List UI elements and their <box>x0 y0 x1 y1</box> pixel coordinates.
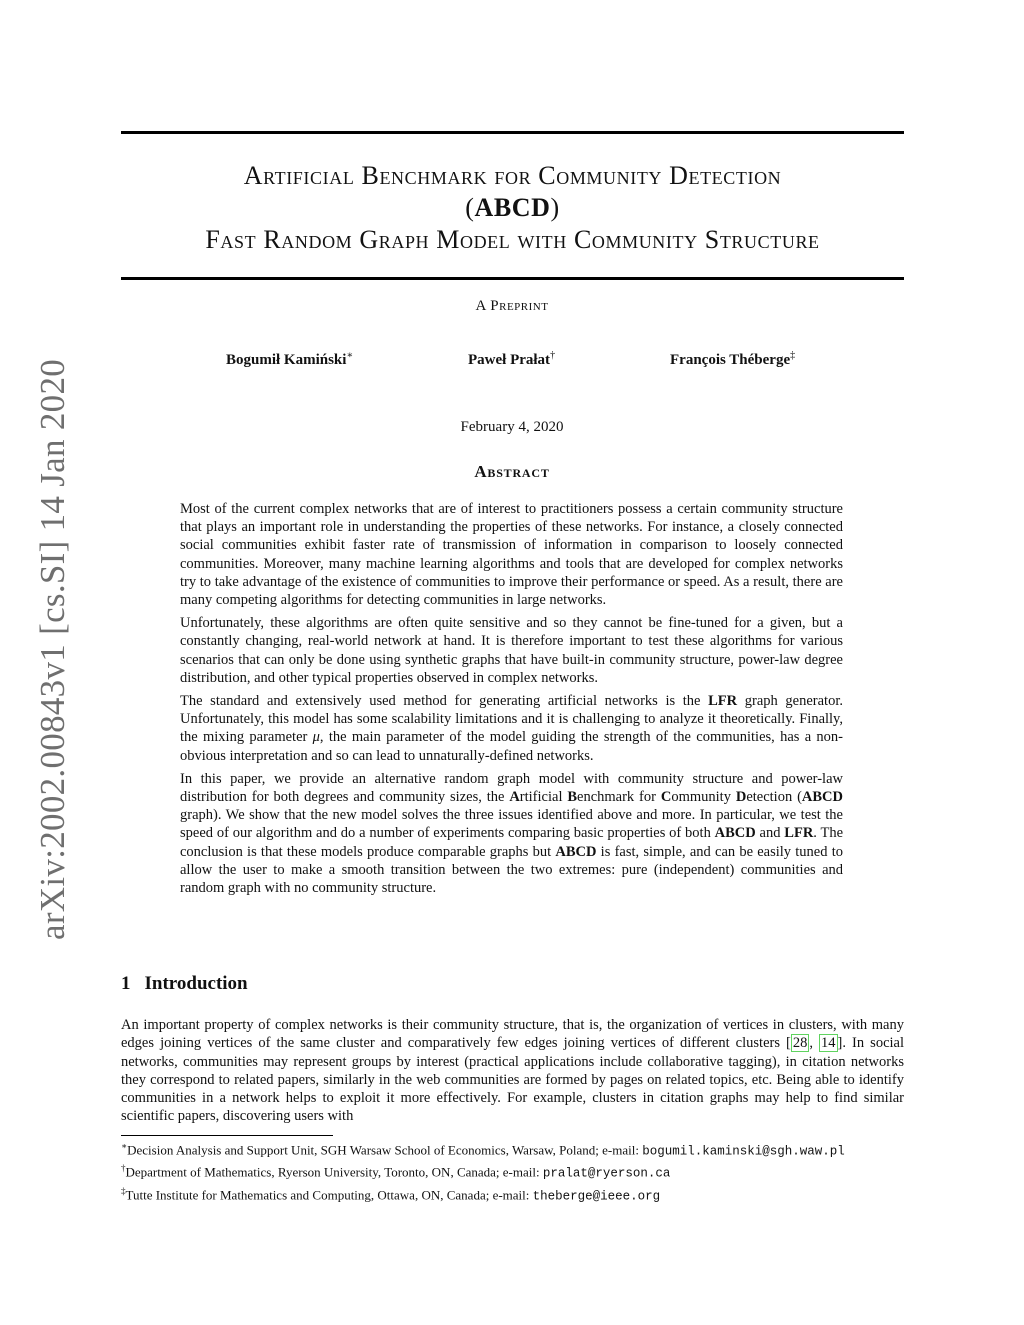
mu-symbol: μ <box>312 729 320 746</box>
email-link[interactable]: theberge@ieee.org <box>532 1188 661 1203</box>
citation-link-28[interactable]: 28 <box>792 1035 808 1052</box>
footnote-text: Decision Analysis and Support Unit, SGH Warsaw School of Economics, Warsaw, Poland; e-mail: <box>127 1142 643 1158</box>
abstract-paragraph-4 <box>180 770 843 897</box>
footnote-text: Department of Mathematics, Ryerson University, Toronto, ON, Canada; e-mail: <box>125 1164 543 1180</box>
footnote-mark: ∗ <box>121 1141 128 1151</box>
text-run: ]. In social networks, communities may represent groups by interest (practical applications include collaborative tagging), in citation networks they correspond to related papers, similarly in the web communities are formed by pages on related topics, etc. Being able to identify communities in a network helps to exploit it more effectively. For example, clusters in citation graphs may help to find similar scientific papers, discovering users with <box>121 1035 904 1125</box>
abstract-paragraph-2: Unfortunately, these algorithms are often quite sensitive and so they cannot be fine-tuned for a given, but a constantly changing, real-world network at hand. It is therefore important to test these algorithms for various scenarios that can only be done using synthetic graphs that have built-in community structure, power-law degree distribution, and other typical properties observed in complex networks. <box>180 615 843 686</box>
text-run: is fast, simple, and can be easily tuned to allow the user to make a smooth transition between the two extremes: pure (independent) communities and random graph with no community structure. <box>180 843 843 897</box>
author-pralat <box>468 350 555 369</box>
text-run: An important property of complex networks is their community structure, that is, the organization of vertices in clusters, with many edges joining vertices of the same cluster and comparatively few edges joining vertices of different clusters [ <box>121 1017 904 1052</box>
section-title: Introduction <box>144 973 248 994</box>
footnote-rule <box>121 1135 333 1136</box>
text-run: enchmark for <box>577 789 661 806</box>
section-heading-introduction <box>121 973 248 995</box>
title-bottom-rule <box>121 277 904 280</box>
text-run: graph). We show that the new model solves the three issues identified above and more. In particular, we test the speed of our algorithm and do a number of experiments comparing basic properties of both <box>180 807 843 842</box>
text-run: In this paper, we provide an alternative random graph model with community structure and power-law distribution for both degrees and community sizes, the <box>180 770 843 806</box>
title-line-3: Fast Random Graph Model with Community Structure <box>205 225 820 254</box>
text-run: ommunity <box>671 789 736 806</box>
email-link[interactable]: bogumil.kaminski@sgh.waw.pl <box>642 1144 845 1159</box>
title-line-2 <box>121 192 904 224</box>
footnote-3 <box>121 1183 904 1205</box>
title-paren-open: ( <box>465 193 475 222</box>
author-name: Paweł Prałat <box>468 352 551 368</box>
publication-date: February 4, 2020 <box>460 419 564 435</box>
acronym-letter: D <box>735 789 747 806</box>
acronym-letter: C <box>660 789 672 806</box>
text-run: rtificial <box>519 789 568 806</box>
author-mark: ‡ <box>790 350 796 361</box>
title-line-1: Artificial Benchmark for Community Detection <box>243 161 782 190</box>
abstract-paragraph-1: Most of the current complex networks that are of interest to practitioners possess a certain community structure that plays an important role in understanding the properties of these networks. For instance, a closely connected social communities exhibit faster rate of transmission of information in comparison to loosely connected communities. Moreover, many machine learning algorithms and tools that are developed for complex networks try to take advantage of the existence of communities to improve their performance or speed. As a result, there are many competing algorithms for detecting communities in large networks. <box>180 501 843 609</box>
title-paren-close: ) <box>550 193 560 222</box>
title-abcd: ABCD <box>474 193 551 222</box>
introduction-paragraph <box>121 1016 904 1126</box>
abcd-term: ABCD <box>801 789 843 806</box>
footnotes <box>121 1138 904 1205</box>
author-mark: † <box>550 350 556 361</box>
text-run: , the main parameter of the model guiding the strength of the communities, has a non-obvious interpretation and so can lead to unnaturally-defined networks. <box>180 729 844 764</box>
footnote-text: Tutte Institute for Mathematics and Computing, Ottawa, ON, Canada; e-mail: <box>125 1186 533 1202</box>
citation-link-14[interactable]: 14 <box>821 1035 836 1052</box>
section-number: 1 <box>121 973 131 994</box>
text-run: , <box>809 1035 820 1052</box>
acronym-letter: B <box>567 789 578 806</box>
text-run: . The conclusion is that these models produce comparable graphs but <box>180 825 844 860</box>
title-top-rule <box>121 131 904 134</box>
author-name: Bogumił Kamiński <box>226 352 347 368</box>
text-run: etection ( <box>746 789 802 806</box>
abstract-body <box>180 500 843 902</box>
abcd-term: ABCD <box>555 843 597 860</box>
footnote-mark: ‡ <box>121 1185 126 1196</box>
arxiv-stamp: arXiv:2002.00843v1 [cs.SI] 14 Jan 2020 <box>33 358 72 940</box>
author-kaminski <box>226 350 353 369</box>
footnote-1 <box>121 1138 904 1160</box>
footnote-mark: † <box>121 1163 126 1174</box>
lfr-term: LFR <box>708 693 738 710</box>
author-mark: ∗ <box>346 350 354 361</box>
footnote-2 <box>121 1160 904 1182</box>
lfr-term: LFR <box>784 825 814 842</box>
acronym-letter: A <box>509 789 520 806</box>
paper-title <box>121 160 904 256</box>
text-run: graph generator. Unfortunately, this model has some scalability limitations and it is challenging to analyze it theoretically. Finally, the mixing parameter <box>180 693 843 746</box>
author-theberge <box>670 350 795 369</box>
preprint-label: A Preprint <box>475 298 549 314</box>
text-run: and <box>755 825 785 842</box>
email-link[interactable]: pralat@ryerson.ca <box>542 1166 671 1181</box>
text-run: The standard and extensively used method for generating artificial networks is the <box>180 693 709 710</box>
abstract-heading: Abstract <box>474 462 550 481</box>
abcd-term: ABCD <box>714 825 756 842</box>
author-name: François Théberge <box>670 352 791 368</box>
abstract-paragraph-3 <box>180 692 843 765</box>
